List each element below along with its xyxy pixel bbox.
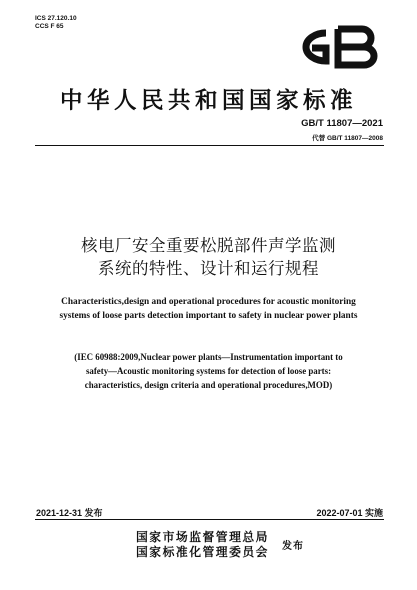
standard-number: GB/T 11807—2021: [301, 118, 383, 129]
gb-logo: [286, 24, 381, 70]
ccs-code: CCS F 65: [35, 23, 64, 30]
iec-reference: [0, 350, 417, 392]
classification-codes: [35, 15, 77, 31]
chinese-title: [0, 234, 417, 280]
standard-title: 中华人民共和国国家标准: [59, 88, 357, 114]
chinese-title-line-2: 系统的特性、设计和运行规程: [98, 259, 319, 278]
issuing-authorities: [136, 530, 269, 560]
chinese-title-line-1: 核电厂安全重要松脱部件声学监测: [81, 236, 336, 255]
bottom-divider: [35, 519, 384, 520]
replaces-note: 代替 GB/T 11807—2008: [312, 135, 383, 142]
iec-reference-line-1: (IEC 60988:2009,Nuclear power plants—Instrumentation important to: [74, 352, 343, 362]
effective-date: 2022-07-01 实施: [316, 508, 383, 518]
english-title-line-2: systems of loose parts detection important to safety in nuclear power plants: [59, 310, 358, 321]
english-title: [0, 296, 417, 323]
ics-code: ICS 27.120.10: [35, 15, 77, 22]
iec-reference-line-3: characteristics, design criteria and operational procedures,MOD): [84, 380, 333, 390]
issue-date: 2021-12-31 发布: [36, 508, 103, 518]
issuer-line-2: 国家标准化管理委员会: [136, 545, 269, 559]
issuer-line-1: 国家市场监督管理总局: [136, 530, 269, 544]
iec-reference-line-2: safety—Acoustic monitoring systems for detection of loose parts:: [85, 366, 332, 376]
publish-label: 发布: [282, 541, 304, 552]
english-title-line-1: Characteristics,design and operational procedures for acoustic monitoring: [61, 297, 356, 307]
top-divider: [35, 145, 384, 146]
